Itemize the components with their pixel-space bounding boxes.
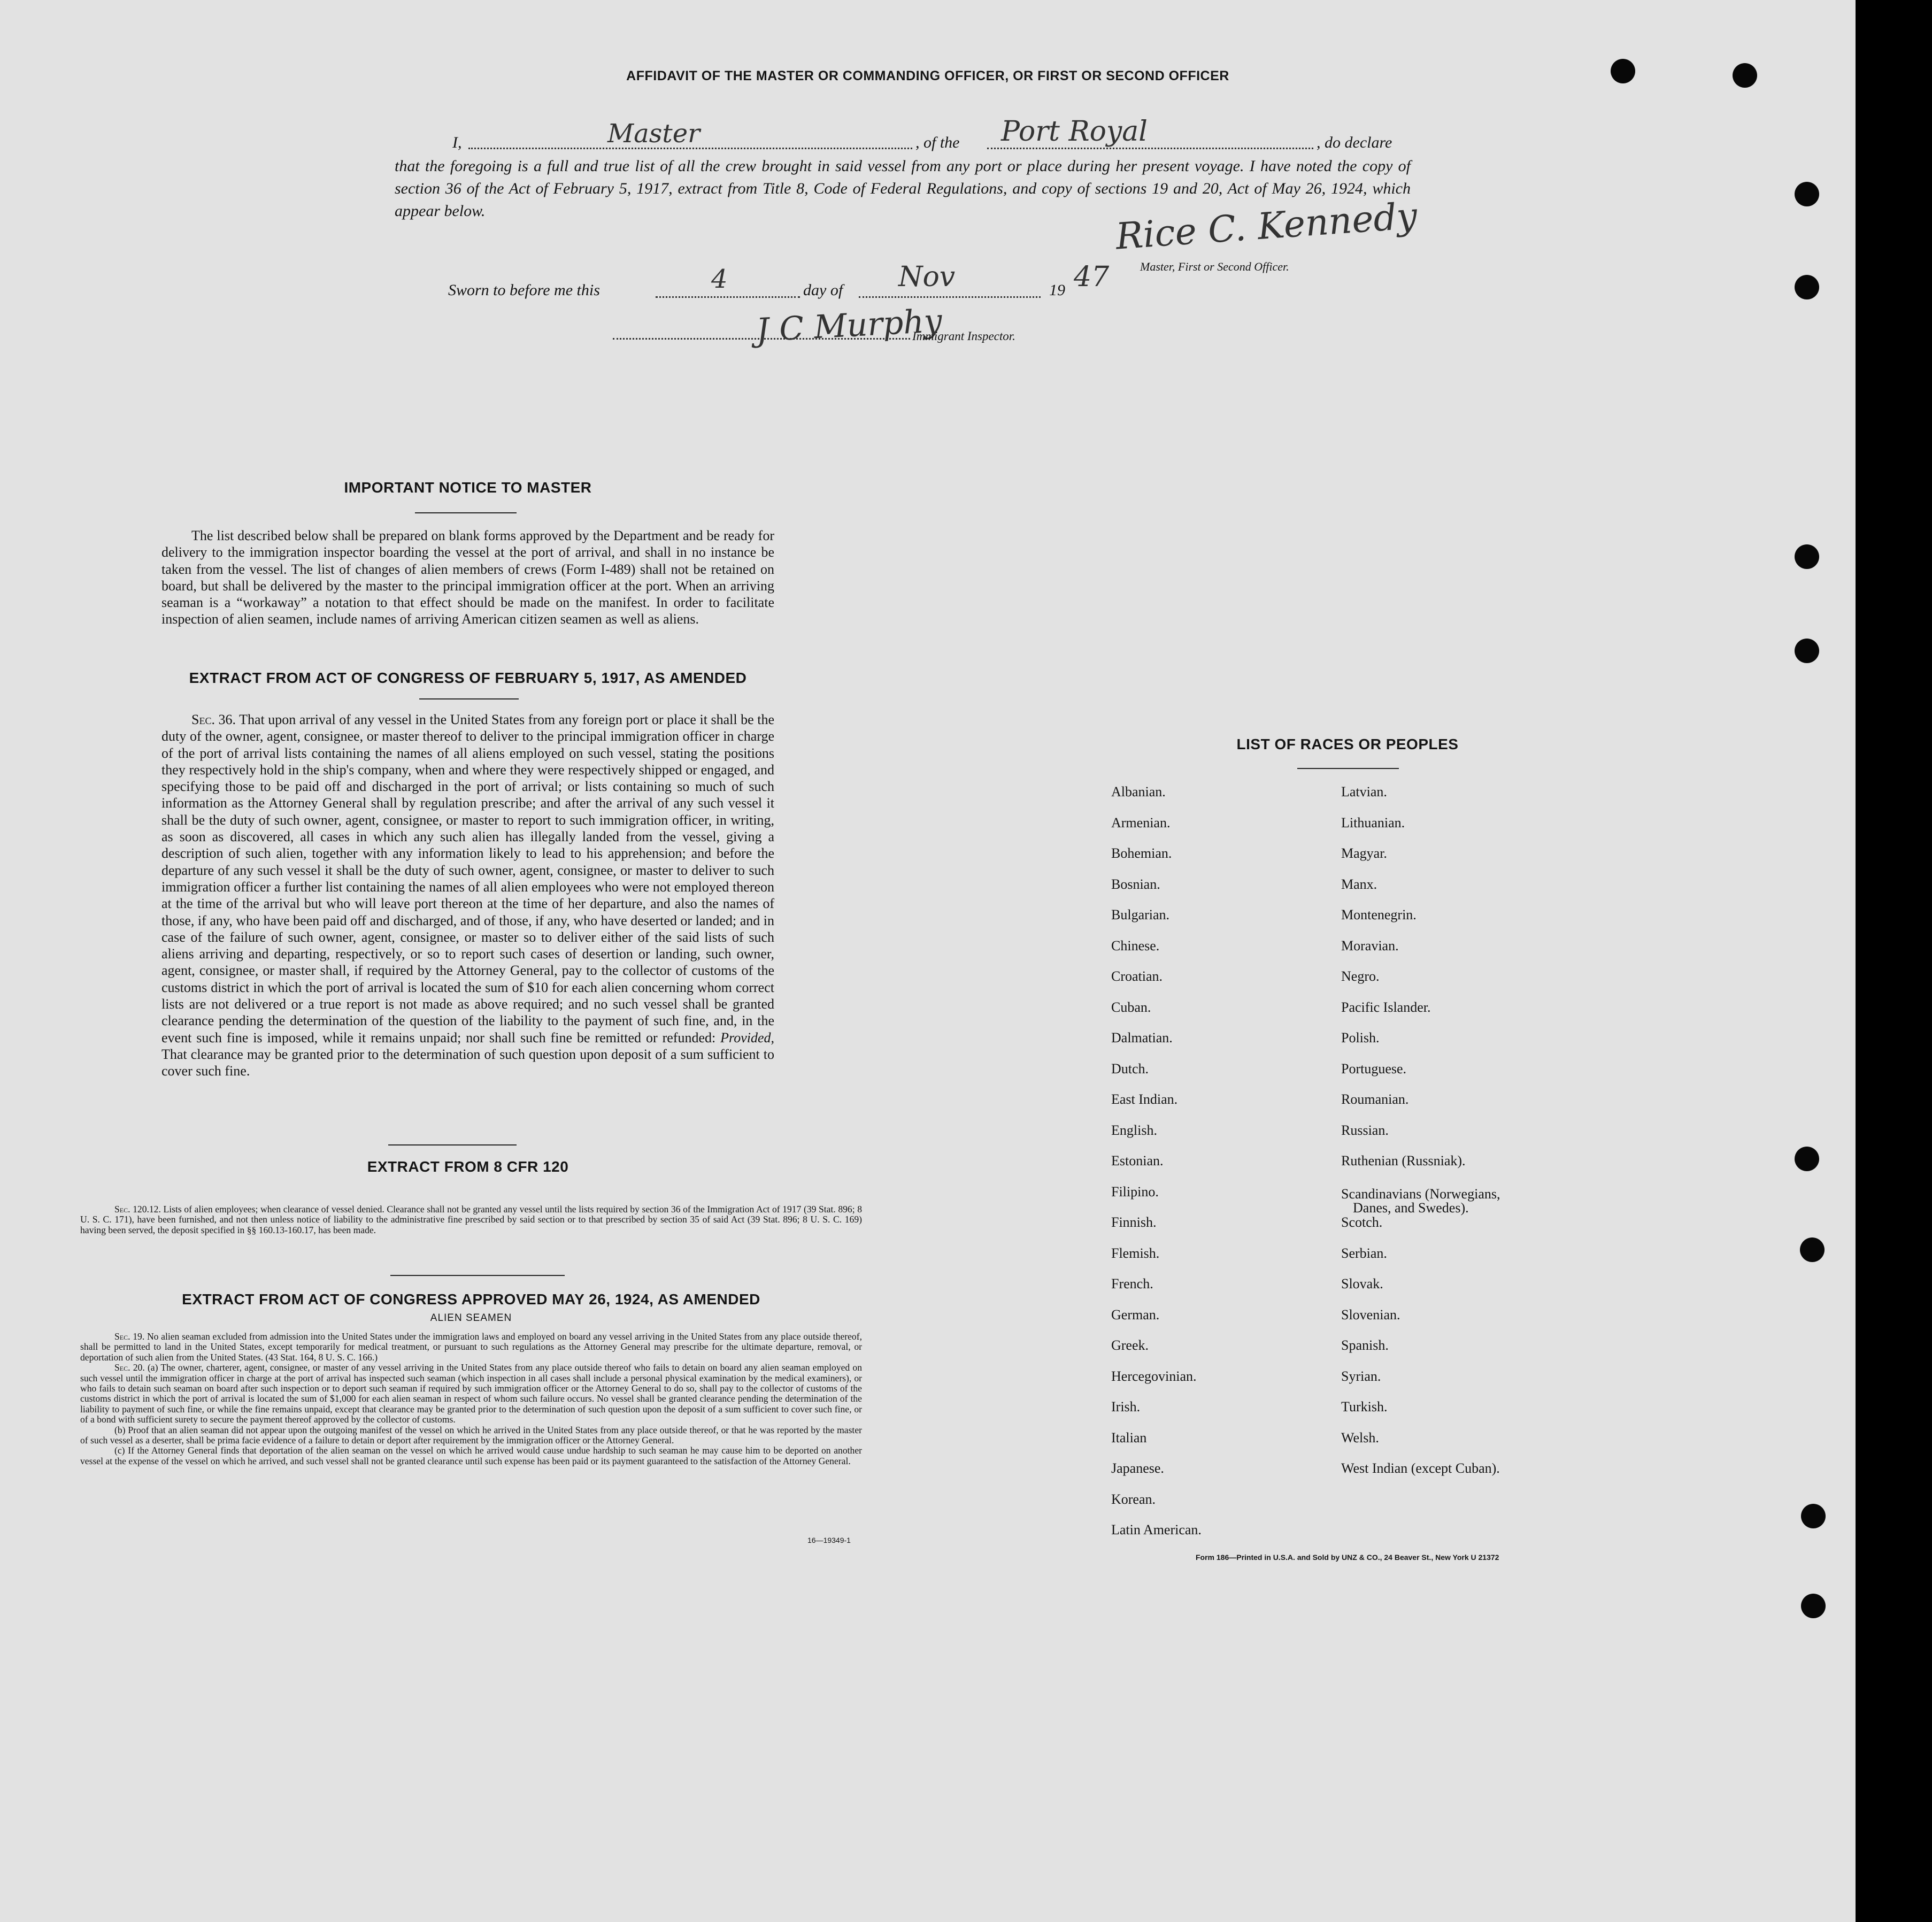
declaration-text: that the foregoing is a full and true list of all the crew brought in said vessel from any port or place during her present voyage. I have noted the copy of section 36 of the Act of February 5, 1917, extract from Title 8, Code of Federal Regulations, and copy of sections 19 and 20, Act of May 26, 1924, which appear below. [395, 157, 1411, 220]
notice-title: IMPORTANT NOTICE TO MASTER [344, 479, 592, 496]
punch-hole [1795, 639, 1819, 663]
punch-hole [1795, 275, 1819, 299]
cfr-top-rule [388, 1144, 517, 1145]
vessel-fill-line [987, 148, 1313, 149]
year-prefix: 19 [1049, 281, 1065, 299]
extract-cfr-body [80, 1204, 862, 1235]
race-item: Irish. [1111, 1399, 1141, 1414]
sec-20a-text: (a) The owner, charterer, agent, consignee, or master of any vessel arriving in the United States from any place outside thereof who fails to detain on board any alien seaman employed on such vessel until the immigration officer in charge at the port of arrival has inspected such seaman (which inspection in all cases shall include a personal physical examination by the medical examiners), or who fails to detain such seaman on board after such inspection or to deport such seaman if required by such immigration officer or the Attorney General to do so, shall pay to the collector of customs of the customs district in which the port of arrival is located the sum of $1,000 for each alien seaman in respect of whom such failure occurs. No vessel shall be granted clearance pending the determination of the liability to payment of such fine, or while the fine remains unpaid, except that clearance may be granted prior to the determination of such question upon the deposit of a sum sufficient to cover such fine, or of a bond with sufficient surety to secure the payment thereof approved by the collector of customs. [80, 1362, 862, 1425]
extract-1924-body [80, 1332, 862, 1466]
race-item: Spanish. [1341, 1337, 1389, 1353]
extract-1924-title: EXTRACT FROM ACT OF CONGRESS APPROVED MAY 26, 1924, AS AMENDED [182, 1291, 760, 1308]
declaration-line-suffix: , do declare [1317, 134, 1392, 151]
sec-120-label: Sec. 120.12. [114, 1204, 161, 1214]
punch-hole [1795, 1147, 1819, 1171]
declaration-line-prefix: I, [452, 134, 462, 151]
race-item: Albanian. [1111, 784, 1166, 799]
race-item: English. [1111, 1122, 1157, 1138]
race-item: Bosnian. [1111, 876, 1160, 892]
form-code: 16—19349-1 [807, 1536, 851, 1544]
race-item: Greek. [1111, 1337, 1149, 1353]
filled-vessel-name: Port Royal [1001, 116, 1148, 148]
race-item: Chinese. [1111, 937, 1160, 954]
race-item: Latvian. [1341, 784, 1387, 799]
sec-36-text: That upon arrival of any vessel in the United States from any foreign port or place it shall be the duty of the owner, agent, consignee, or master thereof to deliver to the principal immigration officer in charge of the port of arrival lists containing the names of all aliens employed on such vessel, stating the positions they respectively hold in the ship's company, when and where they were respectively shipped or engaged, and specifying those to be paid off and discharged in the port of arrival; or lists containing so much of such information as the Attorney General shall by regulation prescribe; and after the arrival of any such vessel it shall be the duty of such owner, agent, consignee, or master to report to such immigration officer, in writing, as soon as discovered, all cases in which any such alien has illegally landed from the vessel, giving a description of such alien, together with any information likely to lead to his apprehension; and before the departure of any such vessel it shall be the duty of such owner, agent, consignee, or master to deliver to such immigration officer a further list containing the names of all alien employees who were not employed thereon at the time of the arrival but who will leave port thereon at the time of her departure, and also the names of those, if any, who have been paid off and discharged, and of those, if any, who have deserted or landed; and in case of the failure of such owner, agent, consignee, or master so to deliver either of the said lists of such aliens arriving and departing, respectively, or so to report such cases of desertion or landing, such owner, agent, consignee, or master shall, if required by the Attorney General, pay to the collector of customs of the customs district in which the port of arrival is located the sum of $10 for each alien concerning whom correct lists are not delivered or a true report is not made as above required; and no such vessel shall be granted clearance pending the determination of the question of the liability to the payment of such fine, and, in the event such fine is imposed, while it remains unpaid; nor shall such fine be remitted or refunded: [161, 712, 775, 1045]
race-item: Syrian. [1341, 1368, 1381, 1384]
race-item: Portuguese. [1341, 1060, 1407, 1077]
punch-hole [1795, 182, 1819, 206]
race-item: Scandinavians (Norwegians, [1341, 1186, 1500, 1202]
race-item: German. [1111, 1306, 1160, 1323]
race-item: Scotch. [1341, 1214, 1383, 1230]
race-item: Pacific Islander. [1341, 999, 1431, 1015]
inspector-caption: Immigrant Inspector. [912, 329, 1015, 343]
race-item: Bohemian. [1111, 845, 1172, 861]
cfr-bottom-rule [390, 1275, 565, 1276]
punch-hole [1801, 1594, 1826, 1618]
sec-19-text: No alien seaman excluded from admission into the United States under the immigration laws and employed on board any vessel arriving in the United States from any place outside thereof, shall be permitted to land in the United States, except temporarily for medical treatment, or pursuant to such regulations as the Attorney General may prescribe for the ultimate departure, removal, or deportation of such alien from the United States. (43 Stat. 164, 8 U. S. C. 166.) [80, 1331, 862, 1363]
filled-month: Nov [898, 261, 956, 293]
sec-20c-paragraph: (c) If the Attorney General finds that deportation of the alien seaman on the vessel on which he arrived would cause undue hardship to such seaman he may cause him to be deported on another vessel at the expense of the vessel on which he arrived, and such vessel shall not be granted clearance until such expense has been paid or its payment guaranteed to the satisfaction of the Attorney General. [80, 1445, 862, 1466]
race-item: Danes, and Swedes). [1353, 1200, 1469, 1216]
race-item: Russian. [1341, 1122, 1389, 1138]
races-title-rule [1297, 768, 1399, 769]
notice-title-rule [415, 512, 517, 513]
race-item: Dutch. [1111, 1060, 1149, 1077]
provided-label: Provided, [720, 1029, 774, 1045]
race-item: Korean. [1111, 1491, 1156, 1507]
races-title: LIST OF RACES OR PEOPLES [1236, 736, 1459, 752]
race-item: Serbian. [1341, 1245, 1387, 1261]
sec-19-paragraph [80, 1332, 862, 1363]
race-item: Bulgarian. [1111, 907, 1170, 922]
filled-year: 47 [1074, 261, 1110, 293]
extract-cfr-title: EXTRACT FROM 8 CFR 120 [367, 1158, 569, 1175]
race-item: Polish. [1341, 1030, 1380, 1045]
sec-36-text-end: That clearance may be granted prior to the determination of such question upon deposit of a sum sufficient to cover such fine. [161, 1046, 774, 1079]
race-item: Welsh. [1341, 1429, 1379, 1446]
race-item: Manx. [1341, 876, 1377, 892]
sec-20b-paragraph: (b) Proof that an alien seaman did not appear upon the outgoing manifest of the vessel on which he arrived in the United States from any place outside thereof, or that he was reported by the master of such vessel as a deserter, shall be prima facie evidence of a failure to detain or deport after requirement by the immigration officer or the Attorney General. [80, 1424, 862, 1446]
inspector-signature: J C Murphy [755, 302, 943, 350]
race-item: Lithuanian. [1341, 814, 1405, 831]
race-item: Finnish. [1111, 1214, 1157, 1230]
master-signature-caption: Master, First or Second Officer. [1140, 260, 1289, 273]
race-item: Croatian. [1111, 968, 1163, 984]
race-item: French. [1111, 1276, 1153, 1291]
extract-1924-subtitle: ALIEN SEAMEN [430, 1312, 512, 1324]
race-item: Filipino. [1111, 1183, 1159, 1200]
affidavit-title: AFFIDAVIT OF THE MASTER OR COMMANDING OFFICER, OR FIRST OR SECOND OFFICER [626, 68, 1229, 83]
month-fill-line [859, 296, 1041, 298]
race-item: Latin American. [1111, 1522, 1202, 1537]
sec-36-label: Sec. 36. [191, 712, 236, 727]
race-item: Slovak. [1341, 1276, 1383, 1291]
race-item: Negro. [1341, 968, 1380, 984]
sworn-prefix: Sworn to before me this [448, 281, 600, 299]
race-item: Slovenian. [1341, 1306, 1400, 1323]
punch-hole [1801, 1504, 1826, 1528]
race-item: Cuban. [1111, 999, 1151, 1015]
extract-1917-title: EXTRACT FROM ACT OF CONGRESS OF FEBRUARY 5, 1917, AS AMENDED [189, 670, 747, 686]
race-item: Turkish. [1341, 1399, 1388, 1414]
race-item: Italian [1111, 1429, 1147, 1446]
race-item: West Indian (except Cuban). [1341, 1460, 1500, 1476]
filled-day: 4 [711, 264, 728, 294]
printer-footer: Form 186—Printed in U.S.A. and Sold by UNZ & CO., 24 Beaver St., New York U 21372 [1196, 1553, 1499, 1562]
race-item: Magyar. [1341, 845, 1387, 861]
extract-1917-rule [419, 698, 519, 699]
day-fill-line [656, 296, 800, 298]
punch-hole [1795, 544, 1819, 569]
filled-master-name: Master [607, 119, 701, 149]
punch-hole [1800, 1237, 1825, 1262]
sworn-day-label: day of [803, 281, 843, 299]
race-item: Moravian. [1341, 937, 1399, 954]
race-item: Montenegrin. [1341, 907, 1417, 922]
race-item: Japanese. [1111, 1460, 1164, 1476]
race-item: Dalmatian. [1111, 1030, 1173, 1045]
master-signature: Rice C. Kennedy [1114, 195, 1419, 258]
race-item: Flemish. [1111, 1245, 1160, 1261]
extract-1917-body [161, 711, 774, 1080]
race-item: Roumanian. [1341, 1091, 1409, 1107]
race-item: East Indian. [1111, 1091, 1178, 1107]
race-item: Ruthenian (Russniak). [1341, 1153, 1466, 1168]
sec-120-text: Lists of alien employees; when clearance of vessel denied. Clearance shall not be granted any vessel until the lists required by section 36 of the Immigration Act of 1917 (39 Stat. 896; 8 U. S. C. 171), have been furnished, and not then unless notice of liability to the administrative fine prescribed by said section or to that prescribed by section 35 of said Act (39 Stat. 896; 8 U. S. C. 169) having been served, the deposit specified in §§ 160.13-160.17, has been made. [80, 1204, 863, 1235]
notice-body: The list described below shall be prepared on blank forms approved by the Department and be ready for delivery to the immigration inspector boarding the vessel at the port of arrival, and shall in no instance be taken from the vessel. The list of changes of alien members of crews (Form I-489) shall not be retained on board, but shall be delivered by the master to the principal immigration officer at the port. When an arriving seaman is a “workaway” a notation to that effect should be made on the manifest. In order to facilitate inspection of alien seamen, include names of arriving American citizen seamen as well as aliens. [161, 528, 774, 627]
declaration-line-mid: , of the [915, 134, 960, 151]
race-item: Estonian. [1111, 1153, 1164, 1168]
sec-19-label: Sec. 19. [114, 1331, 145, 1342]
sec-20a-paragraph [80, 1363, 862, 1425]
race-item: Hercegovinian. [1111, 1368, 1197, 1384]
sec-20-label: Sec. 20. [114, 1362, 145, 1373]
race-item: Armenian. [1111, 814, 1171, 831]
